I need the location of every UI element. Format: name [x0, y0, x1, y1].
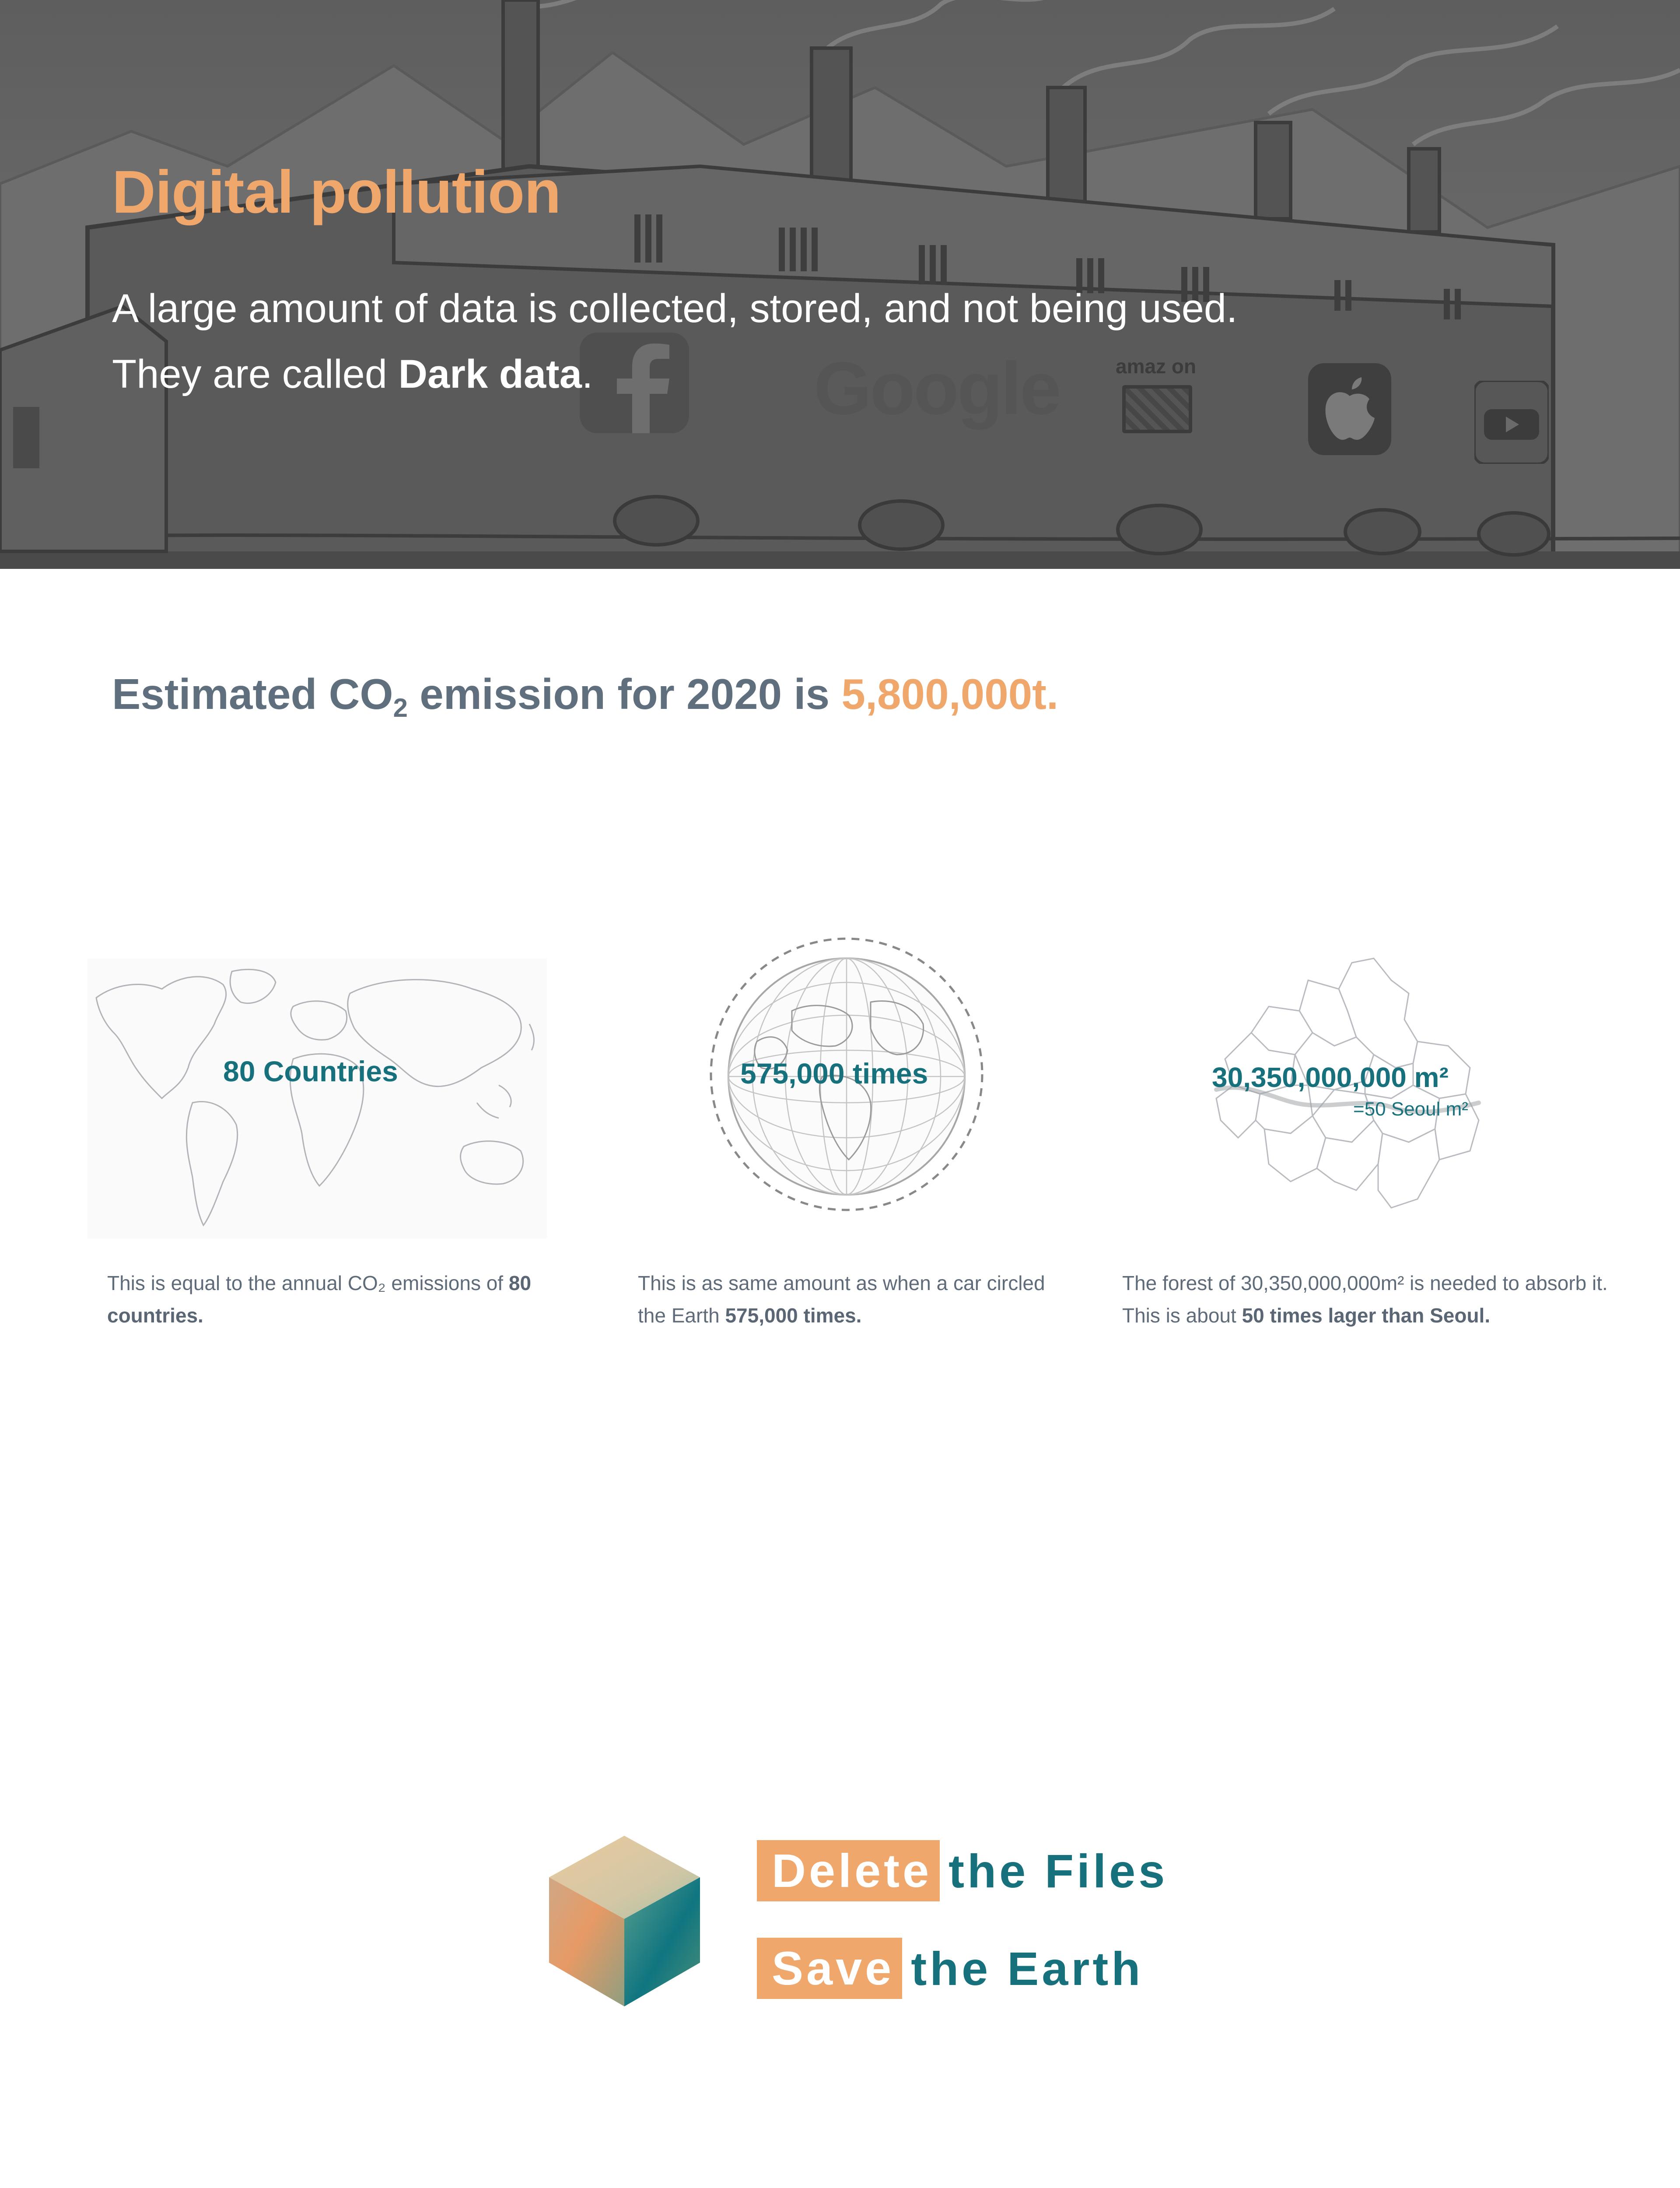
estimate-prefix: Estimated CO [112, 670, 393, 718]
youtube-icon [1474, 381, 1549, 464]
hero-description [112, 276, 1337, 407]
cta-save-earth [757, 1938, 1143, 1999]
delete-rest-label: the Files [948, 1844, 1168, 1897]
save-rest-label: the Earth [911, 1942, 1144, 1995]
hero-text-part1: A large amount of data is collected, stored, and not being used. They are called [112, 286, 1238, 396]
estimate-subscript: 2 [393, 693, 408, 722]
estimate-middle: emission for 2020 is [407, 670, 842, 718]
stat-circles-description [638, 1267, 1067, 1332]
estimate-value: 5,800,000t. [841, 670, 1059, 718]
stat-countries-desc-bold: 80 countries. [107, 1272, 532, 1327]
delete-label: Delete [757, 1840, 940, 1901]
stat-forest-note: =50 Seoul m² [1353, 1098, 1468, 1120]
world-map-icon [88, 958, 547, 1238]
stat-circles-desc-bold: 575,000 times. [725, 1304, 862, 1327]
stat-forest-value: 30,350,000,000 m² [1212, 1062, 1449, 1093]
hero-text-end: . [581, 352, 593, 396]
google-logo: Google [814, 347, 1060, 430]
dark-data-term: Dark data [398, 352, 582, 396]
page-title: Digital pollution [112, 158, 561, 226]
stat-circles-desc-text: This is as same amount as when a car circled the Earth [638, 1272, 1045, 1327]
co2-estimate-heading [112, 670, 1059, 722]
save-label: Save [757, 1938, 902, 1999]
cta-delete-files [757, 1840, 1168, 1901]
data-cube-icon [549, 1836, 700, 2006]
stat-countries-description [107, 1267, 567, 1332]
stat-circles-value: 575,000 times [740, 1057, 928, 1090]
stat-forest-desc-bold: 50 times lager than Seoul. [1242, 1304, 1491, 1327]
stat-forest-description [1122, 1267, 1625, 1332]
amazon-logo-text: amaz on [1116, 355, 1197, 378]
stat-countries-value: 80 Countries [223, 1055, 398, 1087]
hero-banner [0, 0, 1680, 569]
stat-countries-desc-text: This is equal to the annual CO₂ emissions of [107, 1272, 509, 1294]
stat-forest-desc-text: The forest of 30,350,000,000m² is needed to absorb it. This is about [1122, 1272, 1608, 1327]
